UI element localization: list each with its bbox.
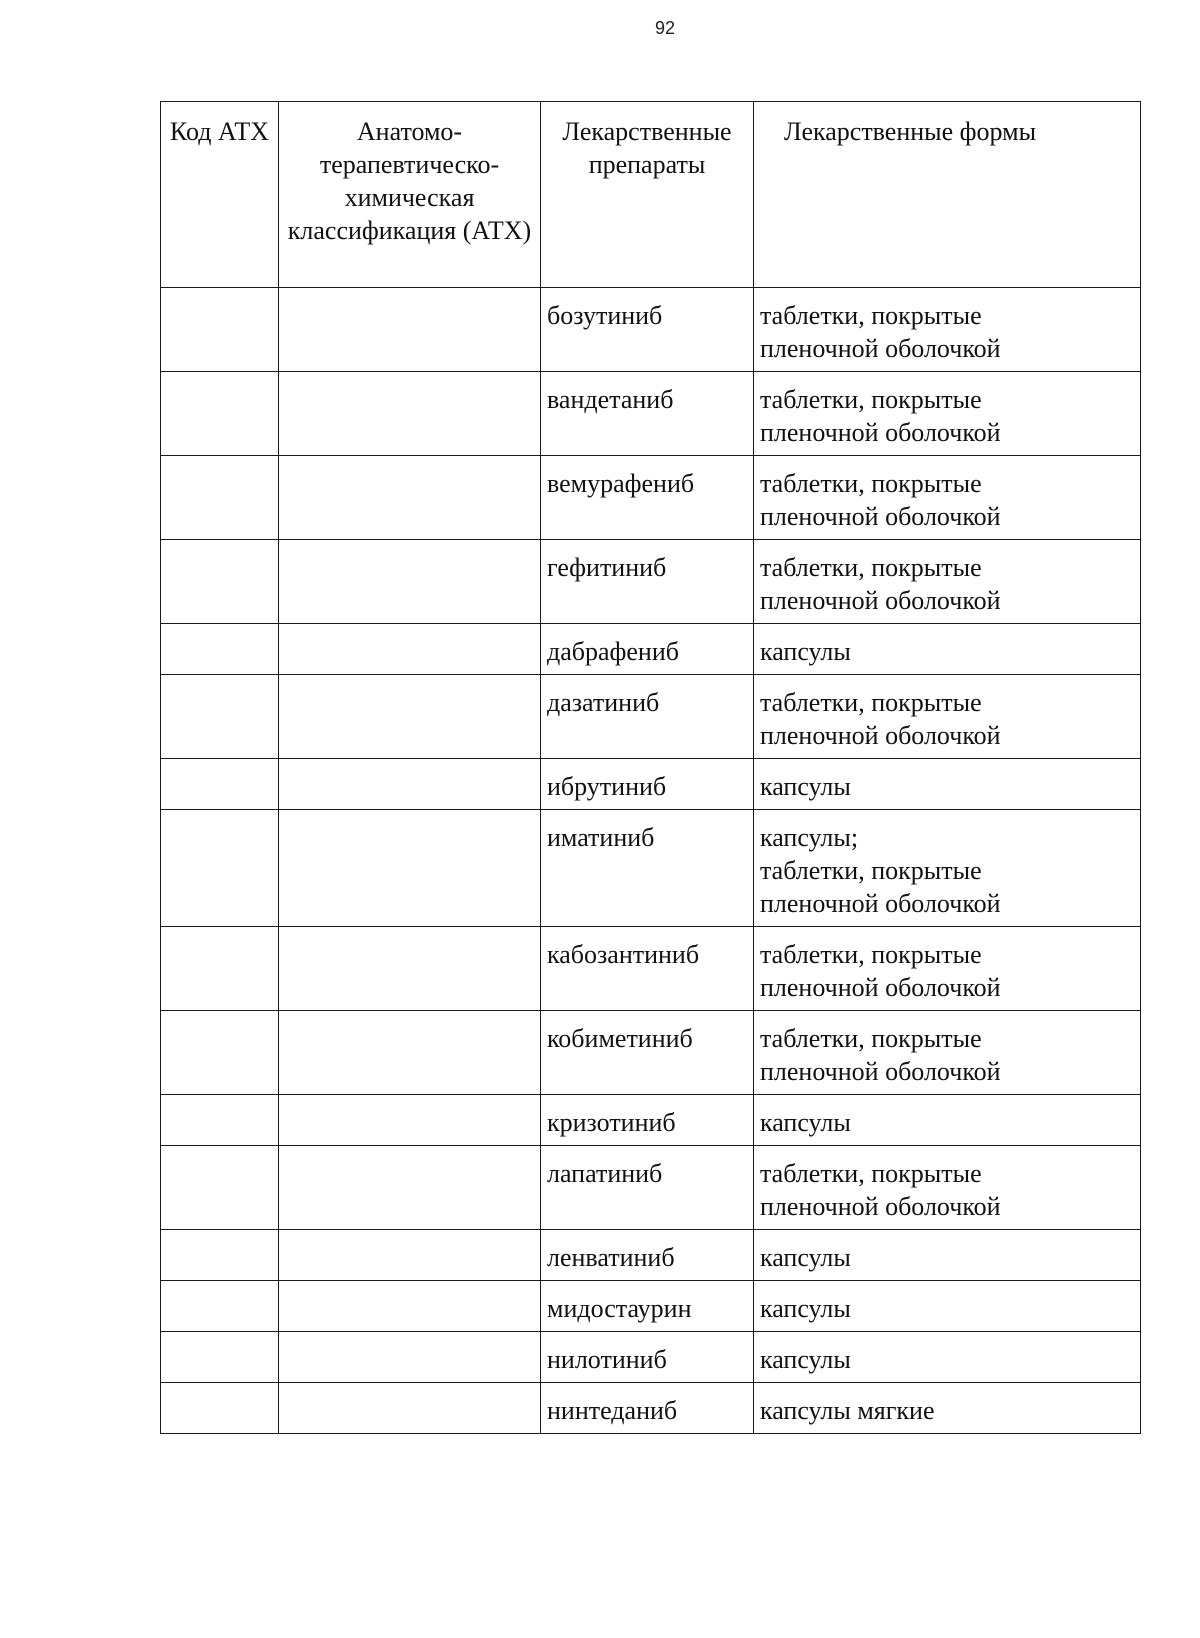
cell-classification bbox=[279, 1281, 541, 1332]
form-line: таблетки, покрытые bbox=[760, 688, 982, 717]
table-row bbox=[161, 1281, 1141, 1332]
cell-drug: ленватиниб bbox=[541, 1230, 754, 1281]
form-line: пленочной оболочкой bbox=[760, 418, 1001, 447]
header-code: Код АТХ bbox=[161, 102, 279, 288]
form-line: капсулы bbox=[760, 772, 851, 801]
cell-forms bbox=[754, 624, 1141, 675]
cell-forms bbox=[754, 927, 1141, 1011]
cell-classification bbox=[279, 1095, 541, 1146]
table-row bbox=[161, 1332, 1141, 1383]
header-classification: Анатомо-терапевтическо-химическая классификация (АТХ) bbox=[279, 102, 541, 288]
table-row bbox=[161, 1230, 1141, 1281]
cell-classification bbox=[279, 1230, 541, 1281]
cell-classification bbox=[279, 624, 541, 675]
cell-classification bbox=[279, 675, 541, 759]
form-line: капсулы bbox=[760, 1345, 851, 1374]
form-line: капсулы мягкие bbox=[760, 1396, 935, 1425]
cell-code bbox=[161, 1146, 279, 1230]
cell-forms bbox=[754, 1383, 1141, 1434]
cell-drug: нилотиниб bbox=[541, 1332, 754, 1383]
cell-forms bbox=[754, 456, 1141, 540]
cell-drug: дабрафениб bbox=[541, 624, 754, 675]
table-row bbox=[161, 540, 1141, 624]
form-line: пленочной оболочкой bbox=[760, 1057, 1001, 1086]
table-row bbox=[161, 810, 1141, 927]
form-line: пленочной оболочкой bbox=[760, 889, 1001, 918]
cell-code bbox=[161, 759, 279, 810]
cell-drug: кабозантиниб bbox=[541, 927, 754, 1011]
table-row bbox=[161, 1095, 1141, 1146]
cell-code bbox=[161, 1011, 279, 1095]
page-number: 92 bbox=[654, 18, 676, 38]
form-line: пленочной оболочкой bbox=[760, 334, 1001, 363]
cell-classification bbox=[279, 372, 541, 456]
cell-classification bbox=[279, 1332, 541, 1383]
cell-forms bbox=[754, 372, 1141, 456]
form-line: таблетки, покрытые bbox=[760, 1024, 982, 1053]
cell-classification bbox=[279, 1146, 541, 1230]
cell-drug: дазатиниб bbox=[541, 675, 754, 759]
table-row bbox=[161, 927, 1141, 1011]
form-line: таблетки, покрытые bbox=[760, 1159, 982, 1188]
table-row bbox=[161, 456, 1141, 540]
cell-code bbox=[161, 456, 279, 540]
form-line: капсулы bbox=[760, 1243, 851, 1272]
form-line: таблетки, покрытые bbox=[760, 940, 982, 969]
cell-classification bbox=[279, 288, 541, 372]
form-line: капсулы bbox=[760, 1294, 851, 1323]
cell-code bbox=[161, 675, 279, 759]
cell-code bbox=[161, 810, 279, 927]
form-line: таблетки, покрытые bbox=[760, 469, 982, 498]
cell-code bbox=[161, 927, 279, 1011]
form-line: капсулы; bbox=[760, 823, 859, 852]
cell-forms bbox=[754, 1230, 1141, 1281]
cell-forms bbox=[754, 675, 1141, 759]
cell-drug: нинтеданиб bbox=[541, 1383, 754, 1434]
form-line: таблетки, покрытые bbox=[760, 856, 982, 885]
table-row bbox=[161, 1146, 1141, 1230]
form-line: пленочной оболочкой bbox=[760, 973, 1001, 1002]
table-row bbox=[161, 1011, 1141, 1095]
form-line: пленочной оболочкой bbox=[760, 502, 1001, 531]
cell-classification bbox=[279, 540, 541, 624]
drug-table bbox=[160, 101, 1141, 1434]
cell-drug: кобиметиниб bbox=[541, 1011, 754, 1095]
cell-classification bbox=[279, 759, 541, 810]
form-line: капсулы bbox=[760, 1108, 851, 1137]
header-forms: Лекарственные формы bbox=[754, 102, 1141, 288]
cell-forms bbox=[754, 810, 1141, 927]
cell-forms bbox=[754, 288, 1141, 372]
form-line: пленочной оболочкой bbox=[760, 1192, 1001, 1221]
header-drugs: Лекарственные препараты bbox=[541, 102, 754, 288]
table-header-row bbox=[161, 102, 1141, 288]
cell-forms bbox=[754, 1332, 1141, 1383]
cell-forms bbox=[754, 1146, 1141, 1230]
cell-drug: лапатиниб bbox=[541, 1146, 754, 1230]
form-line: таблетки, покрытые bbox=[760, 301, 982, 330]
cell-code bbox=[161, 1383, 279, 1434]
cell-classification bbox=[279, 810, 541, 927]
cell-drug: бозутиниб bbox=[541, 288, 754, 372]
cell-code bbox=[161, 1332, 279, 1383]
table-row bbox=[161, 372, 1141, 456]
table-row bbox=[161, 759, 1141, 810]
cell-code bbox=[161, 540, 279, 624]
cell-forms bbox=[754, 1095, 1141, 1146]
cell-classification bbox=[279, 1383, 541, 1434]
form-line: пленочной оболочкой bbox=[760, 586, 1001, 615]
cell-classification bbox=[279, 927, 541, 1011]
cell-forms bbox=[754, 540, 1141, 624]
cell-code bbox=[161, 372, 279, 456]
cell-drug: ибрутиниб bbox=[541, 759, 754, 810]
cell-code bbox=[161, 288, 279, 372]
table-row bbox=[161, 1383, 1141, 1434]
form-line: таблетки, покрытые bbox=[760, 553, 982, 582]
cell-code bbox=[161, 624, 279, 675]
cell-classification bbox=[279, 1011, 541, 1095]
cell-code bbox=[161, 1095, 279, 1146]
table-row bbox=[161, 624, 1141, 675]
cell-drug: вемурафениб bbox=[541, 456, 754, 540]
table-row bbox=[161, 288, 1141, 372]
cell-drug: мидостаурин bbox=[541, 1281, 754, 1332]
cell-drug: кризотиниб bbox=[541, 1095, 754, 1146]
cell-classification bbox=[279, 456, 541, 540]
cell-forms bbox=[754, 759, 1141, 810]
cell-code bbox=[161, 1281, 279, 1332]
form-line: капсулы bbox=[760, 637, 851, 666]
form-line: таблетки, покрытые bbox=[760, 385, 982, 414]
cell-code bbox=[161, 1230, 279, 1281]
table-row bbox=[161, 675, 1141, 759]
cell-drug: иматиниб bbox=[541, 810, 754, 927]
cell-forms bbox=[754, 1281, 1141, 1332]
cell-drug: гефитиниб bbox=[541, 540, 754, 624]
cell-drug: вандетаниб bbox=[541, 372, 754, 456]
cell-forms bbox=[754, 1011, 1141, 1095]
table-body bbox=[161, 288, 1141, 1434]
form-line: пленочной оболочкой bbox=[760, 721, 1001, 750]
